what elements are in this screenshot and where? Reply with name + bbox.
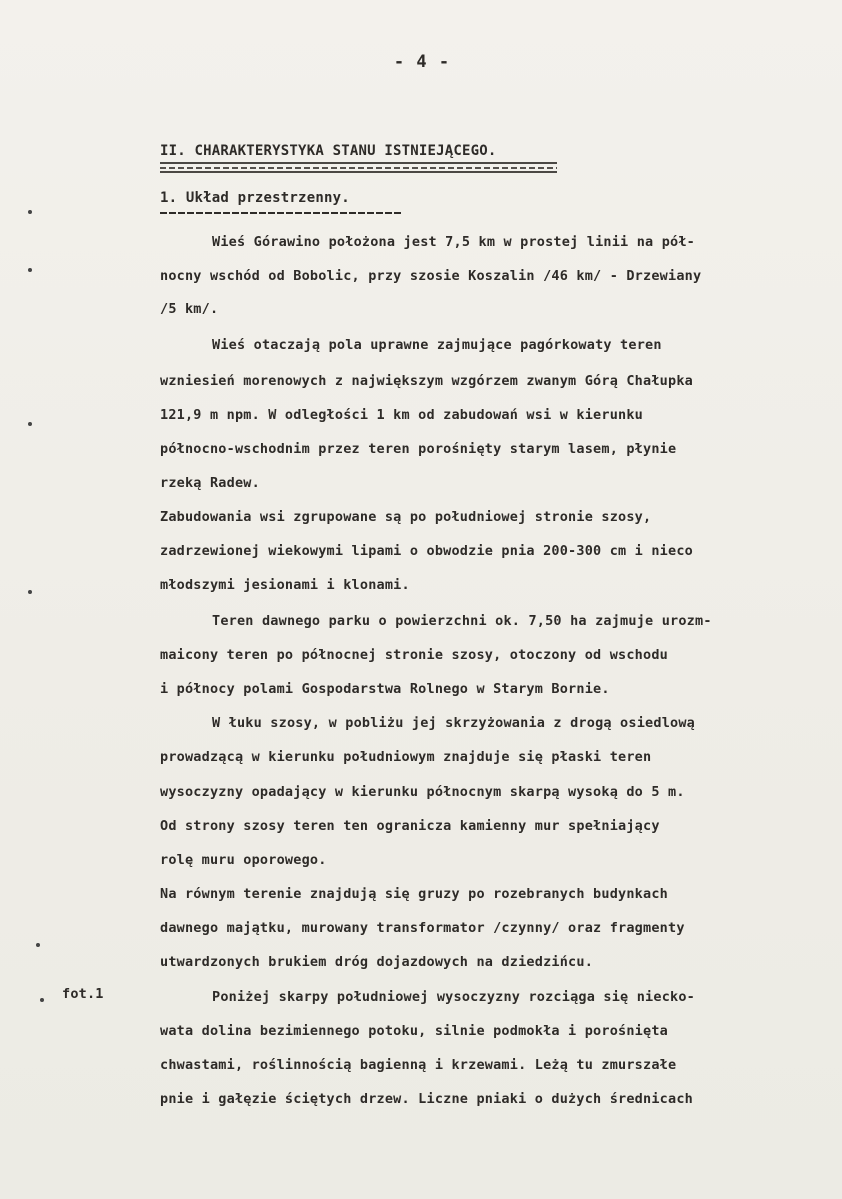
body-line: wzniesień morenowych z największym wzgórzem zwanym Górą Chałupka bbox=[160, 373, 693, 389]
body-line: dawnego majątku, murowany transformator /czynny/ oraz fragmenty bbox=[160, 920, 685, 936]
body-line: Zabudowania wsi zgrupowane są po południowej stronie szosy, bbox=[160, 509, 652, 525]
body-line: Teren dawnego parku o powierzchni ok. 7,50 ha zajmuje urozm- bbox=[212, 613, 712, 629]
body-line: W łuku szosy, w pobliżu jej skrzyżowania z drogą osiedlową bbox=[212, 715, 696, 731]
body-line: Wieś Górawino położona jest 7,5 km w prostej linii na pół- bbox=[212, 234, 696, 250]
body-line: pnie i gałęzie ściętych drzew. Liczne pniaki o dużych średnicach bbox=[160, 1091, 693, 1107]
body-line: 121,9 m npm. W odległości 1 km od zabudowań wsi w kierunku bbox=[160, 407, 644, 423]
subsection-heading: 1. Układ przestrzenny. bbox=[160, 190, 350, 206]
body-line: chwastami, roślinnością bagienną i krzewami. Leżą tu zmurszałe bbox=[160, 1057, 677, 1073]
body-line: i północy polami Gospodarstwa Rolnego w Starym Bornie. bbox=[160, 681, 610, 697]
body-line: nocny wschód od Bobolic, przy szosie Koszalin /46 km/ - Drzewiany bbox=[160, 268, 702, 284]
body-line: /5 km/. bbox=[160, 301, 219, 317]
body-line: rolę muru oporowego. bbox=[160, 852, 327, 868]
margin-punch-dot bbox=[28, 590, 32, 594]
body-line: Poniżej skarpy południowej wysoczyzny rozciąga się niecko- bbox=[212, 989, 696, 1005]
page-number: - 4 - bbox=[393, 52, 451, 72]
body-line: wata dolina bezimiennego potoku, silnie podmokła i porośnięta bbox=[160, 1023, 668, 1039]
margin-punch-dot bbox=[28, 422, 32, 426]
body-line: utwardzonych brukiem dróg dojazdowych na dziedzińcu. bbox=[160, 954, 594, 970]
body-line: zadrzewionej wiekowymi lipami o obwodzie pnia 200-300 cm i nieco bbox=[160, 543, 693, 559]
heading-double-underline bbox=[160, 162, 557, 173]
body-line: wysoczyzny opadający w kierunku północnym skarpą wysoką do 5 m. bbox=[160, 784, 685, 800]
subheading-underline bbox=[160, 212, 402, 214]
body-line: młodszymi jesionami i klonami. bbox=[160, 577, 410, 593]
body-line: Od strony szosy teren ten ogranicza kamienny mur spełniający bbox=[160, 818, 660, 834]
body-line: północno-wschodnim przez teren porośnięty starym lasem, płynie bbox=[160, 441, 677, 457]
body-line: maicony teren po północnej stronie szosy, otoczony od wschodu bbox=[160, 647, 668, 663]
margin-punch-dot bbox=[28, 268, 32, 272]
margin-punch-dot bbox=[36, 943, 40, 947]
margin-note-photo-ref: fot.1 bbox=[62, 986, 104, 1002]
margin-punch-dot bbox=[40, 998, 44, 1002]
body-line: Na równym terenie znajdują się gruzy po rozebranych budynkach bbox=[160, 886, 668, 902]
body-line: Wieś otaczają pola uprawne zajmujące pagórkowaty teren bbox=[212, 337, 662, 353]
body-line: rzeką Radew. bbox=[160, 475, 260, 491]
section-heading: II. CHARAKTERYSTYKA STANU ISTNIEJĄCEGO. bbox=[160, 143, 497, 159]
body-line: prowadzącą w kierunku południowym znajduje się płaski teren bbox=[160, 749, 652, 765]
margin-punch-dot bbox=[28, 210, 32, 214]
